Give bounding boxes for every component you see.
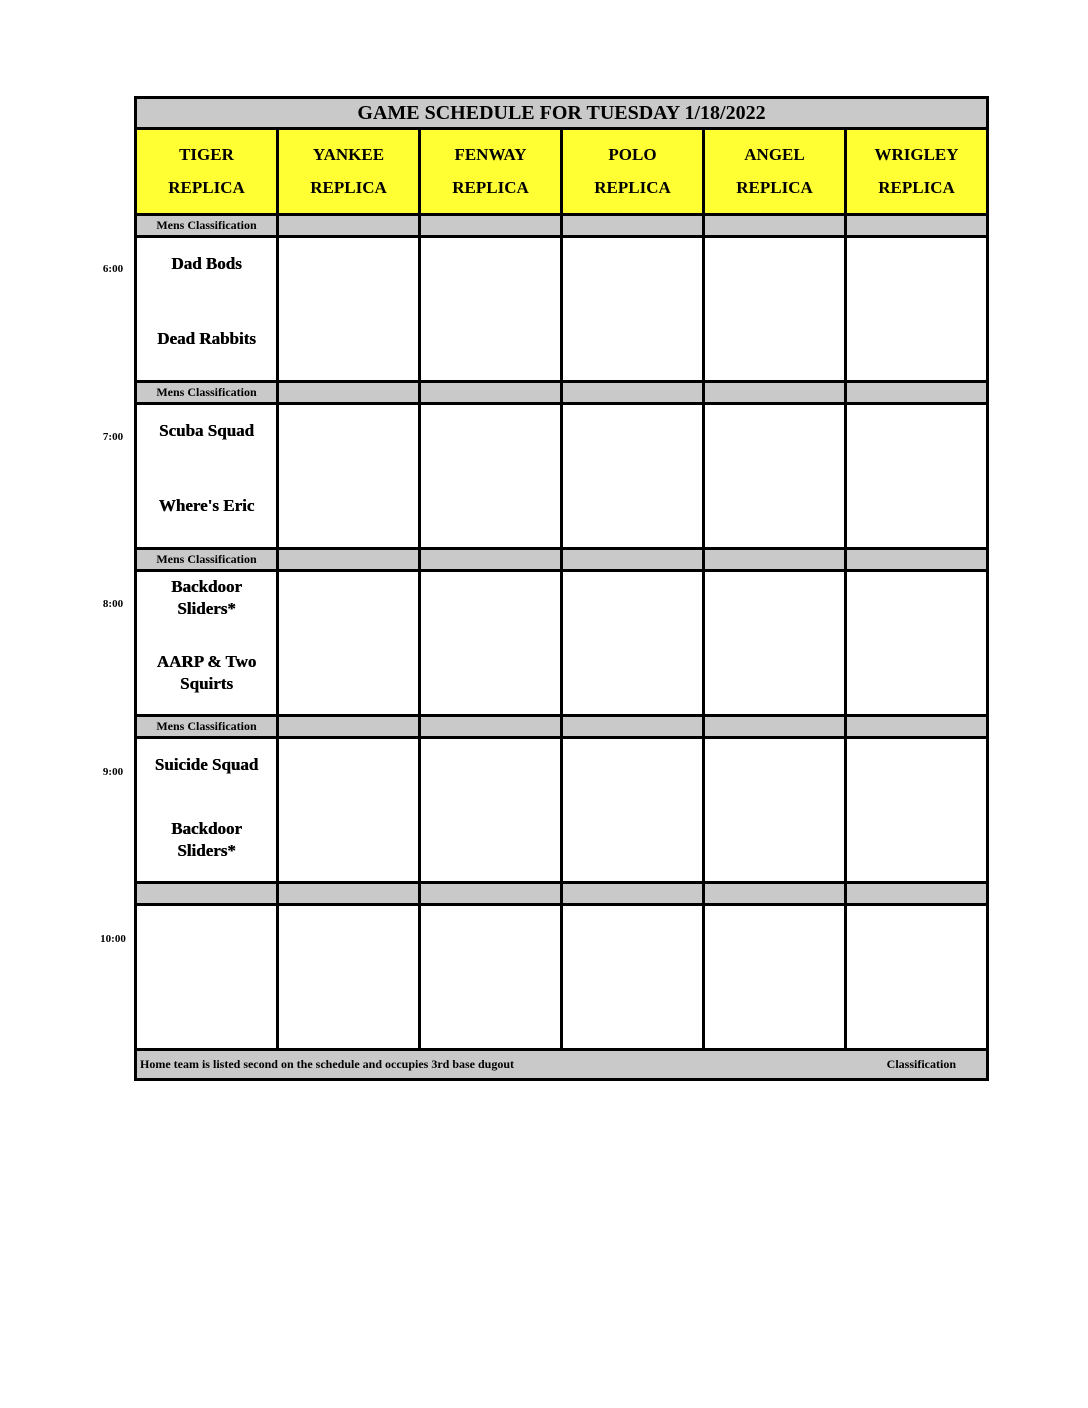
field-type: REPLICA — [168, 178, 245, 198]
game-cell — [279, 238, 418, 380]
game-cell — [705, 906, 844, 1048]
classification-cell — [563, 216, 702, 235]
game-cell — [847, 906, 986, 1048]
game-cell — [847, 739, 986, 881]
game-cell — [705, 405, 844, 547]
time-label-10: 10:00 — [100, 933, 126, 945]
classification-row — [137, 884, 986, 903]
home-team: Backdoor Sliders* — [171, 819, 242, 860]
classification-cell — [705, 884, 844, 903]
game-row — [137, 739, 986, 881]
away-team: Suicide Squad — [154, 755, 259, 774]
game-cell — [279, 739, 418, 881]
field-header-angel — [705, 130, 844, 213]
game-cell — [421, 405, 560, 547]
footer-bar — [137, 1051, 986, 1078]
field-type: REPLICA — [452, 178, 529, 198]
classification-cell — [421, 383, 560, 402]
field-name: POLO — [608, 144, 657, 164]
classification-row — [137, 383, 986, 402]
away-team: Dad Bods — [171, 254, 242, 273]
game-cell — [279, 906, 418, 1048]
classification-cell — [847, 550, 986, 569]
classification-cell — [279, 216, 418, 235]
field-header-tiger — [137, 130, 276, 213]
classification-cell: Mens Classification — [137, 717, 276, 736]
classification-cell — [705, 550, 844, 569]
game-cell — [847, 405, 986, 547]
time-label-7: 7:00 — [102, 431, 124, 443]
field-type: REPLICA — [878, 178, 955, 198]
classification-cell — [137, 884, 276, 903]
game-cell — [421, 906, 560, 1048]
field-header-yankee — [279, 130, 418, 213]
game-cell — [705, 739, 844, 881]
game-cell — [137, 739, 276, 881]
footer-classification-label: Classification — [886, 1057, 956, 1071]
game-cell — [563, 405, 702, 547]
game-row — [137, 572, 986, 714]
classification-cell — [279, 383, 418, 402]
classification-cell — [279, 717, 418, 736]
game-cell — [137, 572, 276, 714]
classification-cell — [421, 550, 560, 569]
field-type: REPLICA — [310, 178, 387, 198]
classification-cell — [847, 884, 986, 903]
classification-cell — [563, 550, 702, 569]
classification-cell: Mens Classification — [137, 550, 276, 569]
game-cell — [137, 238, 276, 380]
classification-cell — [847, 383, 986, 402]
classification-cell — [563, 884, 702, 903]
classification-row — [137, 717, 986, 736]
field-type: REPLICA — [594, 178, 671, 198]
schedule-table — [134, 96, 989, 1081]
home-team: Dead Rabbits — [157, 329, 256, 348]
game-cell — [279, 405, 418, 547]
classification-cell — [279, 550, 418, 569]
game-row — [137, 405, 986, 547]
classification-cell: Mens Classification — [137, 383, 276, 402]
home-team: AARP & Two Squirts — [156, 652, 257, 693]
field-name: WRIGLEY — [874, 144, 959, 164]
classification-cell — [705, 717, 844, 736]
field-type: REPLICA — [736, 178, 813, 198]
field-header-wrigley — [847, 130, 986, 213]
classification-cell — [705, 383, 844, 402]
classification-cell — [421, 884, 560, 903]
field-name: FENWAY — [454, 144, 527, 164]
game-cell — [137, 405, 276, 547]
classification-cell — [279, 884, 418, 903]
game-cell — [421, 238, 560, 380]
classification-row — [137, 216, 986, 235]
classification-cell — [421, 216, 560, 235]
game-cell — [279, 572, 418, 714]
classification-cell — [847, 717, 986, 736]
classification-row — [137, 550, 986, 569]
game-row — [137, 238, 986, 380]
field-name: TIGER — [179, 144, 234, 164]
classification-cell — [563, 717, 702, 736]
classification-cell — [847, 216, 986, 235]
game-cell — [847, 572, 986, 714]
home-team: Where's Eric — [158, 496, 255, 515]
away-team: Scuba Squad — [159, 421, 254, 440]
away-team: Backdoor Sliders* — [171, 577, 242, 618]
time-label-8: 8:00 — [102, 598, 124, 610]
field-header-polo — [563, 130, 702, 213]
field-name: ANGEL — [744, 144, 805, 164]
game-cell — [421, 739, 560, 881]
game-cell — [563, 572, 702, 714]
game-row — [137, 906, 986, 1048]
game-cell — [847, 238, 986, 380]
schedule-title: GAME SCHEDULE FOR TUESDAY 1/18/2022 — [137, 99, 986, 127]
game-cell — [705, 572, 844, 714]
game-cell — [563, 906, 702, 1048]
field-header-fenway — [421, 130, 560, 213]
game-cell — [563, 238, 702, 380]
time-label-6: 6:00 — [102, 263, 124, 275]
field-name: YANKEE — [312, 144, 385, 164]
classification-cell — [563, 383, 702, 402]
game-cell — [421, 572, 560, 714]
classification-cell: Mens Classification — [137, 216, 276, 235]
time-label-9: 9:00 — [102, 766, 124, 778]
classification-cell — [421, 717, 560, 736]
game-cell — [563, 739, 702, 881]
game-cell — [137, 906, 276, 1048]
classification-cell — [705, 216, 844, 235]
game-cell — [705, 238, 844, 380]
footer-note: Home team is listed second on the schedule and occupies 3rd base dugout — [140, 1057, 515, 1071]
field-header-row — [137, 130, 986, 213]
